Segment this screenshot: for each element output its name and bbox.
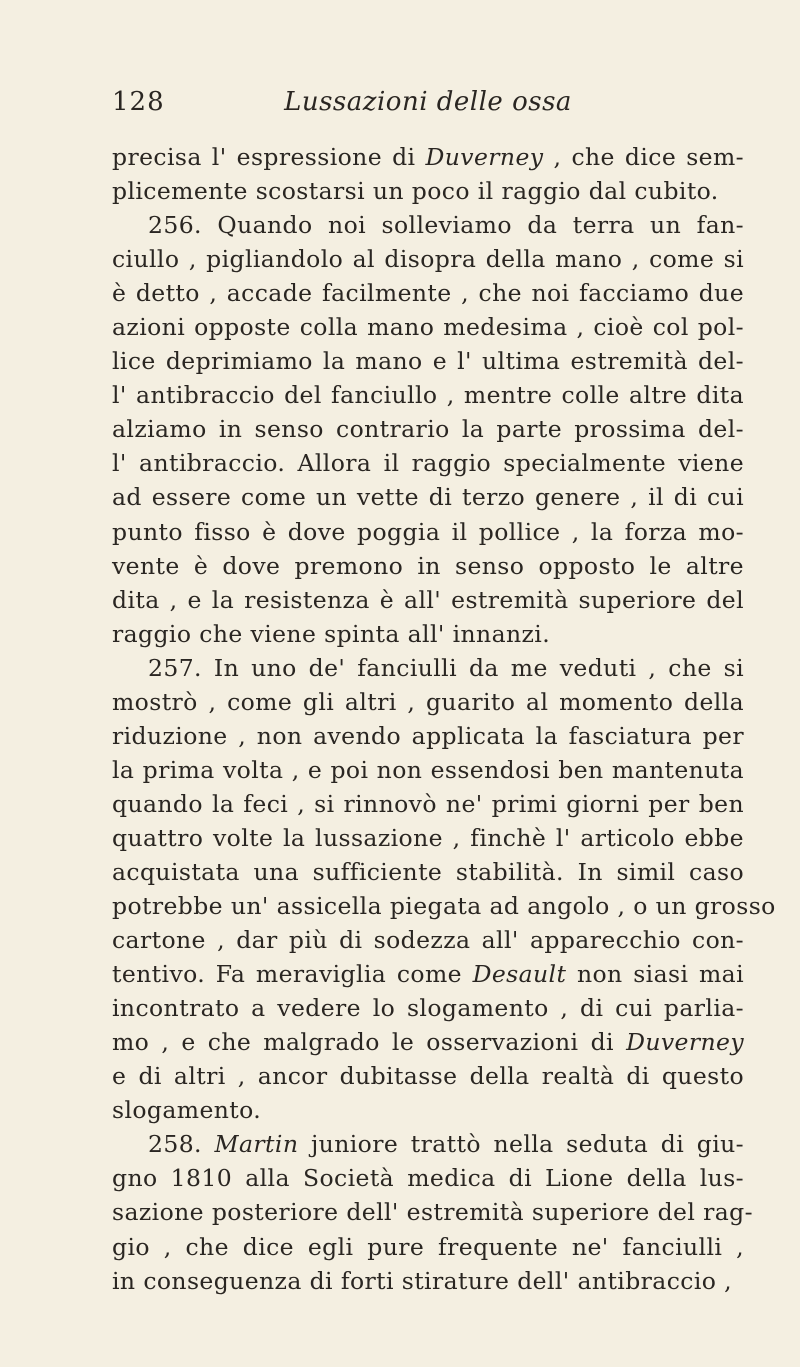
text-line [112,412,744,446]
text-segment: non siasi mai [566,960,744,989]
text-line [112,617,744,651]
text-segment: punto fisso è dove poggia il pollice , la forza mo- [112,517,744,546]
text-segment: in conseguenza di forti stirature dell' antibraccio , [112,1266,733,1295]
italic-name: Martin [214,1130,299,1159]
text-line [112,957,744,991]
text-line [112,480,744,514]
italic-name: Duverney [626,1028,744,1057]
text-line [112,1161,744,1195]
text-line [112,174,744,208]
text-line [112,1059,744,1093]
text-line [112,1093,744,1127]
text-segment: 256. Quando noi solleviamo da terra un fan- [148,211,744,240]
text-segment: mo , e che malgrado le osservazioni di [112,1028,627,1057]
text-line [112,821,744,855]
text-segment: gno 1810 alla Società medica di Lione della lus- [112,1164,744,1193]
text-line [112,549,744,583]
text-line [112,1127,744,1161]
text-line [112,140,744,174]
text-line [112,1195,753,1229]
text-segment: azioni opposte colla mano medesima , cioè col pol- [112,313,744,342]
text-segment: tentivo. Fa meraviglia come [112,960,473,989]
text-line [112,208,744,242]
text-segment: è detto , accade facilmente , che noi facciamo due [112,279,744,308]
text-line [112,719,744,753]
text-segment: precisa l' espressione di [112,143,426,171]
text-segment: e di altri , ancor dubitasse della realtà di questo [112,1062,744,1091]
text-segment: 257. In uno de' fanciulli da me veduti , che si [148,653,744,682]
text-segment: raggio che viene spinta all' innanzi. [112,619,551,648]
text-segment: l' antibraccio. Allora il raggio specialmente viene [112,449,744,478]
text-segment: ciullo , pigliandolo al disopra della mano , come si [112,245,744,274]
text-line [112,446,744,480]
text-segment: potrebbe un' assicella piegata ad angolo , o un grosso [112,892,776,921]
text-segment: plicemente scostarsi un poco il raggio dal cubito. [112,177,719,206]
text-segment: slogamento. [112,1096,262,1125]
text-segment: 258. [148,1130,215,1159]
text-segment: acquistata una sufficiente stabilità. In simil caso [112,857,744,886]
text-line [112,515,744,549]
text-segment: quando la feci , si rinnovò ne' primi giorni per ben [112,789,744,818]
text-line [112,753,744,787]
text-segment: mostrò , come gli altri , guarito al momento della [112,687,744,716]
text-line [112,310,744,344]
page-number: 128 [112,87,165,117]
text-segment: alziamo in senso contrario la parte prossima del- [112,415,744,444]
text-segment: vente è dove premono in senso opposto le altre [112,551,744,580]
text-line [112,1264,744,1298]
text-segment: incontrato a vedere lo slogamento , di cui parlia- [112,994,744,1023]
text-line [112,889,776,923]
running-head [112,82,744,122]
text-segment: lice deprimiamo la mano e l' ultima estremità del- [112,347,744,376]
body-text [112,140,776,1298]
text-line [112,378,744,412]
running-title: Lussazioni delle ossa [284,87,572,117]
text-segment: juniore trattò nella seduta di giu- [298,1130,745,1159]
text-segment: la prima volta , e poi non essendosi ben mantenuta [112,755,744,784]
text-segment: cartone , dar più di sodezza all' apparecchio con- [112,926,744,955]
text-line [112,787,744,821]
text-segment: gio , che dice egli pure frequente ne' fanciulli , [112,1232,744,1261]
italic-name: Duverney [425,143,544,171]
text-line [112,923,744,957]
text-line [112,344,744,378]
text-segment: l' antibraccio del fanciullo , mentre colle altre dita [112,381,744,410]
text-line [112,651,744,685]
text-line [112,583,744,617]
text-line [112,991,744,1025]
text-line [112,855,744,889]
text-segment: sazione posteriore dell' estremità superiore del rag- [112,1198,753,1227]
text-line [112,242,744,276]
text-segment: dita , e la resistenza è all' estremità superiore del [112,585,744,614]
text-line [112,276,744,310]
text-line [112,1025,744,1059]
text-segment: , che dice sem- [543,143,744,171]
text-segment: riduzione , non avendo applicata la fasciatura per [112,721,744,750]
italic-name: Desault [472,960,567,989]
text-segment: ad essere come un vette di terzo genere , il di cui [112,483,744,512]
text-line [112,1230,744,1264]
text-segment: quattro volte la lussazione , finchè l' articolo ebbe [112,823,744,852]
text-line [112,685,744,719]
